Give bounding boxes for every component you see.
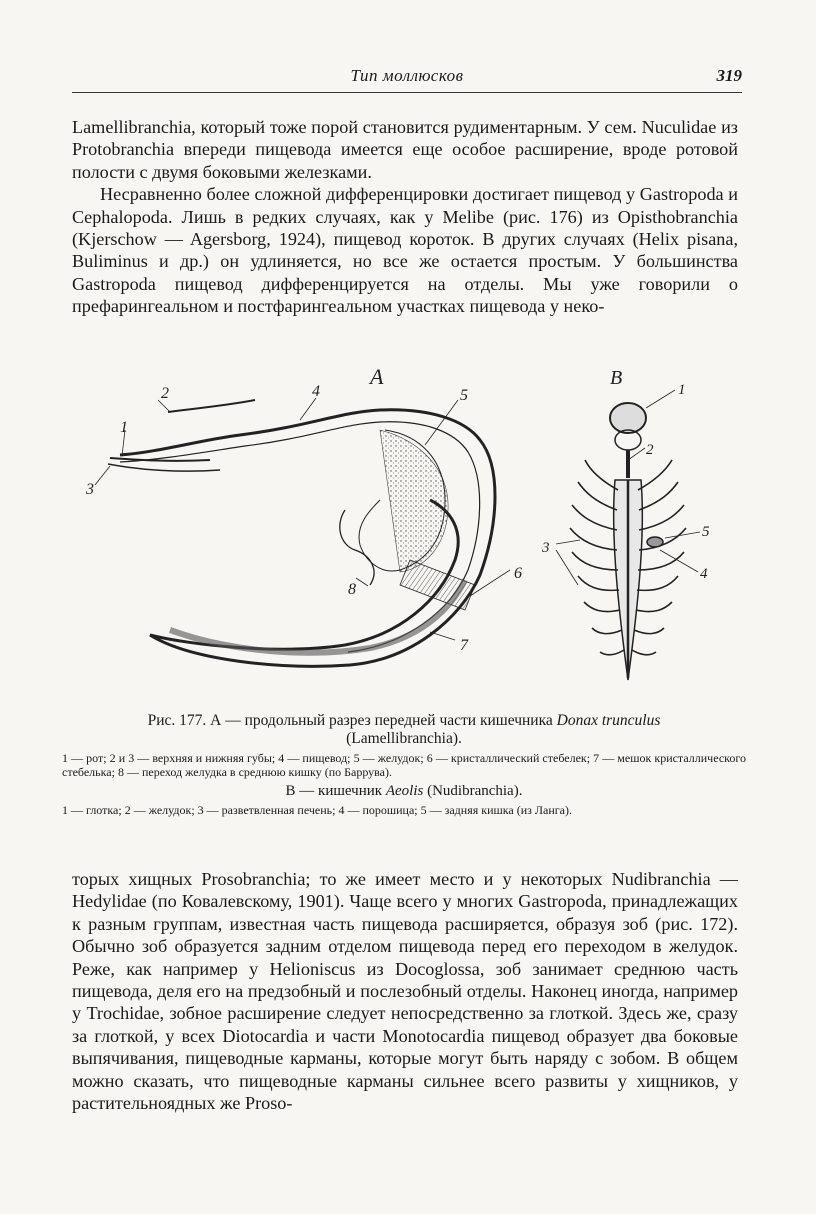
label-a-6: 6 xyxy=(514,565,522,582)
caption-b-prefix: В — кишечник xyxy=(285,783,383,799)
label-b-3: 3 xyxy=(542,540,550,556)
label-b-5: 5 xyxy=(702,524,710,540)
label-a-4: 4 xyxy=(312,383,320,400)
caption-b-suffix: (Nudibranchia). xyxy=(427,783,523,799)
caption-main-prefix: Рис. 177. А — продольный разрез передней части кишечника xyxy=(147,712,553,729)
label-a-1: 1 xyxy=(120,419,128,436)
paragraph-3: торых хищных Prosobranchia; то же имеет место и у некоторых Nudibranchia — Hedylidae (по Ковалевскому, 1901). Чаще всего у многих Gastropoda, принадлежащих к разным группам, известная часть пищевода расширяется, образуя зоб (рис. 172). Обычно зоб образуется задним отделом пищевода перед его переходом в желудок. Реже, как например у Helioniscus из Docoglossa, зоб занимает среднюю часть пищевода, деля его на предзобный и послезобный отделы. Наконец иногда, например у Trochidae, зобное расширение следует непосредственно за глоткой. Здесь же, сразу за глоткой, у всех Diotocardia и части Monotocardia пищевод образует два боковые выпячивания, пищеводные карманы, которые могут быть наряду с зобом. В общем можно сказать, что пищеводные карманы сильнее всего развиты у хищников, у растительноядных же Proso- xyxy=(72,869,738,1114)
label-b-1: 1 xyxy=(678,382,686,398)
panel-b-label: В xyxy=(610,367,623,389)
running-header xyxy=(72,66,742,93)
caption-b xyxy=(62,782,746,800)
caption-main-species: Donax trunculus xyxy=(556,712,661,729)
figure-caption xyxy=(62,712,746,818)
label-a-3: 3 xyxy=(86,481,94,498)
paragraph-2: Несравненно более сложной дифференцировки достигает пищевод у Gastropoda и Cephalopoda. Лишь в редких случаях, как у Melibe (рис. 176) из Opisthobranchia (Kjerschow — Agersborg, 1924), пищевод короток. В других случаях (Helix pisana, Buliminus и др.) он удлиняется, но все же остается простым. У большинства Gastropoda пищевод дифференцируется на отделы. Мы уже говорили о префарингеальном и постфарингеальном участках пищевода у неко- xyxy=(72,184,738,317)
label-b-4: 4 xyxy=(700,566,708,582)
caption-legend-a: 1 — рот; 2 и 3 — верхняя и нижняя губы; 4 — пищевод; 5 — желудок; 6 — кристаллический стебелек; 7 — мешок кристаллического стебелька; 8 — переход желудка в среднюю кишку (по Баррува). xyxy=(62,751,746,779)
panel-a-label: А xyxy=(370,364,384,389)
panel-a-drawing xyxy=(95,398,510,666)
label-a-8: 8 xyxy=(348,581,356,598)
figure-177 xyxy=(80,360,760,700)
caption-main xyxy=(62,712,746,748)
label-b-2: 2 xyxy=(646,442,654,458)
label-a-5: 5 xyxy=(460,387,468,404)
caption-b-species: Aeolis xyxy=(385,783,424,799)
running-title: Тип моллюсков xyxy=(350,66,464,85)
figure-drawing xyxy=(80,360,760,700)
label-a-7: 7 xyxy=(460,637,468,654)
panel-b-drawing xyxy=(556,390,700,680)
top-text-block xyxy=(72,116,738,318)
bottom-text-block xyxy=(72,868,738,1114)
page-number: 319 xyxy=(716,66,742,85)
caption-main-suffix: (Lamellibranchia). xyxy=(346,730,462,747)
caption-legend-b: 1 — глотка; 2 — желудок; 3 — разветвленная печень; 4 — порошица; 5 — задняя кишка (из Ланга). xyxy=(62,803,572,817)
paragraph-1: Lamellibranchia, который тоже порой становится рудиментарным. У сем. Nuculidae из Protobranchia впереди пищевода имеется еще особое расширение, вроде ротовой полости с двумя боковыми железками. xyxy=(72,117,738,182)
label-a-2: 2 xyxy=(161,385,169,402)
